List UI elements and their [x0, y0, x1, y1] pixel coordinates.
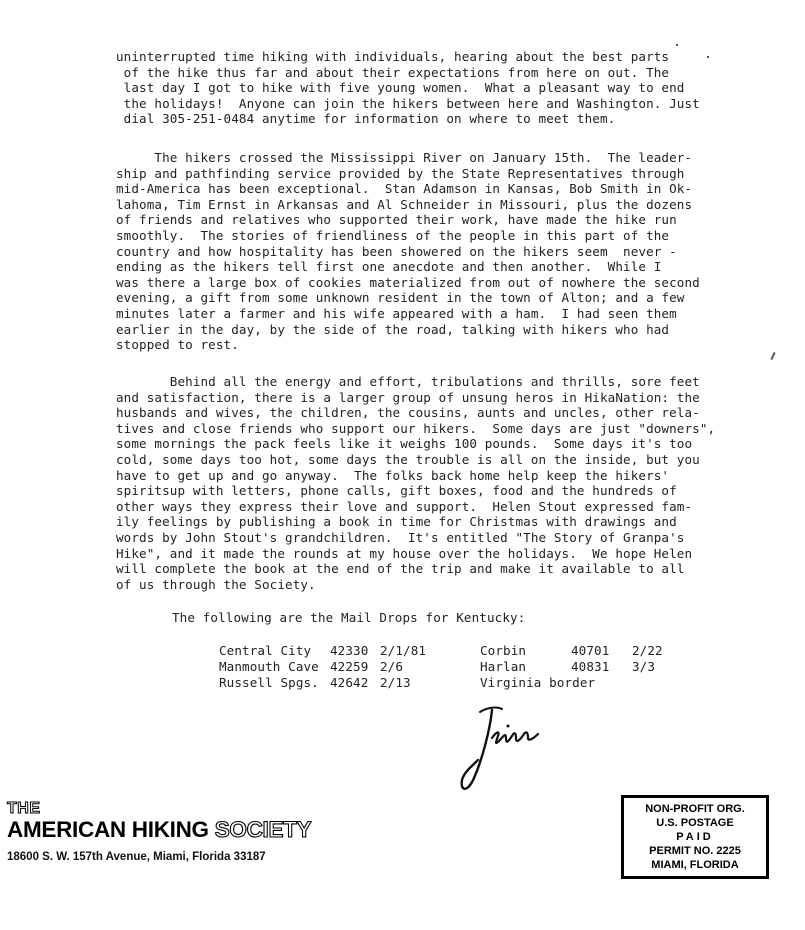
mail-drops-intro: The following are the Mail Drops for Kentucky:	[172, 610, 526, 625]
mail-drop-zip: 42642	[330, 675, 369, 690]
mail-drop-zip: 42259	[330, 659, 369, 674]
postage-city: MIAMI, FLORIDA	[651, 859, 739, 871]
mail-drop-date: 2/22	[632, 643, 663, 658]
org-logo-the: THE	[7, 800, 41, 817]
mail-drop-zip: 42330	[330, 643, 369, 658]
mail-drop-place: Manmouth Cave	[219, 659, 319, 674]
paper-speck	[707, 56, 709, 58]
mail-drop-date: 2/1/81	[380, 643, 427, 658]
org-logo-name-bold: AMERICAN HIKING	[7, 817, 209, 842]
mail-drop-place: Central City	[219, 643, 312, 658]
org-logo-name-outline: SOCIETY	[214, 817, 312, 842]
mail-drop-place: Corbin	[480, 643, 527, 658]
mail-drop-date: 3/3	[632, 659, 656, 674]
postage-line: NON-PROFIT ORG.	[645, 803, 745, 815]
mail-drop-place: Russell Spgs.	[219, 675, 319, 690]
mail-drop-place: Harlan	[480, 659, 527, 674]
postage-permit: PERMIT NO. 2225	[649, 845, 741, 857]
mail-drop-zip: 40831	[571, 659, 610, 674]
mail-drop-place: Virginia border	[480, 675, 596, 690]
paper-speck	[676, 44, 678, 46]
paragraph-1: uninterrupted time hiking with individuals, hearing about the best parts of the hike thus far and about their expectations from here on out. The last day I got to hike with five young women. What a pleasant way to end the holidays! Anyone can join the hikers between here and Washington. Just dial 305-251-0484 anytime for information on where to meet them.	[116, 49, 700, 127]
postage-paid: PAID	[676, 831, 714, 843]
mail-drop-date: 2/6	[380, 659, 404, 674]
handwritten-signature	[452, 700, 552, 800]
mail-drop-date: 2/13	[380, 675, 411, 690]
postage-line: U.S. POSTAGE	[656, 817, 734, 829]
paragraph-2: The hikers crossed the Mississippi River on January 15th. The leader- ship and pathfinding service provided by the State Representatives through mid-America has been exceptional. Stan Adamson in Kansas, Bob Smith in Ok- lahoma, Tim Ernst in Arkansas and Al Schneider in Missouri, plus the dozens of friends and relatives who supported their work, have made the hike run smoothly. The stories of friendliness of the people in this part of the country and how hospitality has been showered on the hikers seem never - ending as the hikers tell first one anecdote and then another. While I was there a large box of cookies materialized from out of nowhere the second evening, a gift from some unknown resident in the town of Alton; and a few minutes later a farmer and his wife appeared with a ham. I had seen them earlier in the day, by the side of the road, talking with hikers who had stopped to rest.	[116, 150, 700, 353]
org-address: 18600 S. W. 157th Avenue, Miami, Florida 33187	[7, 851, 266, 863]
mail-drop-zip: 40701	[571, 643, 610, 658]
paper-speck	[770, 352, 775, 360]
postage-indicia	[621, 795, 769, 879]
org-logo-name	[7, 817, 311, 843]
paragraph-3: Behind all the energy and effort, tribulations and thrills, sore feet and satisfaction, there is a larger group of unsung heros in HikaNation: the husbands and wives, the children, the cousins, aunts and uncles, other rela- tives and close friends who support our hikers. Some days are just "downers", some mornings the pack feels like it weighs 100 pounds. Some days it's too cold, some days too hot, some days the trouble is all on the inside, but you have to get up and go anyway. The folks back home help keep the hikers' spiritsup with letters, phone calls, gift boxes, food and the hundreds of other ways they express their love and support. Helen Stout expressed fam- ily feelings by publishing a book in time for Christmas with drawings and words by John Stout's grandchildren. It's entitled "The Story of Granpa's Hike", and it made the rounds at my house over the holidays. We hope Helen will complete the book at the end of the trip and make it available to all of us through the Society.	[116, 374, 716, 592]
